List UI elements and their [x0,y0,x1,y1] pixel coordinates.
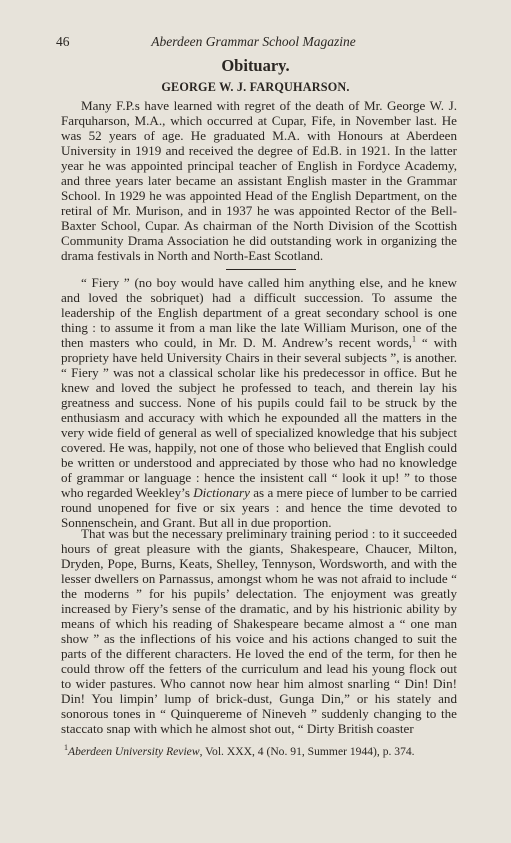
dictionary-title: Dictionary [193,485,250,500]
section-divider [226,269,296,270]
paragraph-literature: That was but the necessary preliminary training period : to it succeeded hours of great pleasure with the giants, Shakespeare, Chaucer, Milton, Dryden, Pope, Burns, Keats, Shelley, Tennyson, Wordsworth, and with the lesser dwellers on Parnassus, amongst whom he was not afraid to include “ the moderns ” for his pupils’ delectation. The enjoyment was greatly increased by Fiery’s sense of the dramatic, and by his histrionic ability by means of which his reading of Shakespeare became almost a “ one man show ” as the inflections of his voice and his actions changed to suit the parts of the different characters. He loved the end of the term, for then he could throw off the fetters of the curriculum and lead his young flock out to wider pastures. Who cannot now hear him almost snarling “ Din! Din! Din! You limpin’ lump of brick-dust, Gunga Din,” or his stately and sonorous tones in “ Quinquereme of Nineveh ” suddenly changing to the staccato snap with which he almost shot out, “ Dirty British coaster [61,526,457,736]
paragraph-succession [61,275,457,530]
footnote-source: Aberdeen University Review [68,745,200,758]
paragraph-succession-text-a: “ Fiery ” (no boy would have called him anything else, and he knew and loved the sobriquet) had a difficult succession. To assume the leadership of the English department of a great secondary school is one thing : to assume it from a man like the late William Murison, one of the then masters who could, in Mr. D. M. Andrew’s recent words, [61,275,457,350]
running-head [56,34,451,52]
paragraph-succession-text-c: as a mere piece of lumber to be carried round unopened for five or six years : and hence the time devoted to Sonnenschein, and Grant. But all in due proportion. [61,485,457,530]
footnote-mark: 1 [64,743,68,753]
article-title: Obituary. [221,56,290,75]
footnote-reference: 1 [411,334,416,344]
footnote [64,745,457,759]
paragraph-biography: Many F.P.s have learned with regret of the death of Mr. George W. J. Farquharson, M.A., which occurred at Cupar, Fife, in November last. He was 52 years of age. He graduated M.A. with Honours at Aberdeen University in 1919 and received the degree of Ed.B. in 1921. In the latter year he was appointed principal teacher of English in Fordyce Academy, and three years later became an assistant English master in the Grammar School. In 1929 he was appointed Head of the English Department, on the retiral of Mr. Murison, and in 1937 he was appointed Rector of the Bell-Baxter School, Cupar. As chairman of the North Division of the Scottish Community Drama Association he did outstanding work in organizing the drama festivals in North and North-East Scotland. [61,98,457,263]
page-number: 46 [56,34,70,49]
footnote-details: , Vol. XXX, 4 (No. 91, Summer 1944), p. 374. [199,745,415,758]
subject-name: GEORGE W. J. FARQUHARSON. [161,80,350,94]
paragraph-succession-text-b: “ with propriety have held University Chairs in their several subjects ”, is another. “ Fiery ” was not a classical scholar like his predecessor in office. But he knew and loved the subject he professed to teach, and therein lay his greatness and success. None of his pupils could fail to be struck by the enthusiasm and accuracy with which he expounded all the matters in the very wide field of general as well of specialized knowledge that his subject covered. He was, happily, not one of those who believed that English could be written or understood and appreciated by those who had no knowledge of grammar or language : hence the insistent call “ look it up! ” to those who regarded Weekley’s [61,335,457,500]
magazine-title: Aberdeen Grammar School Magazine [151,34,356,49]
